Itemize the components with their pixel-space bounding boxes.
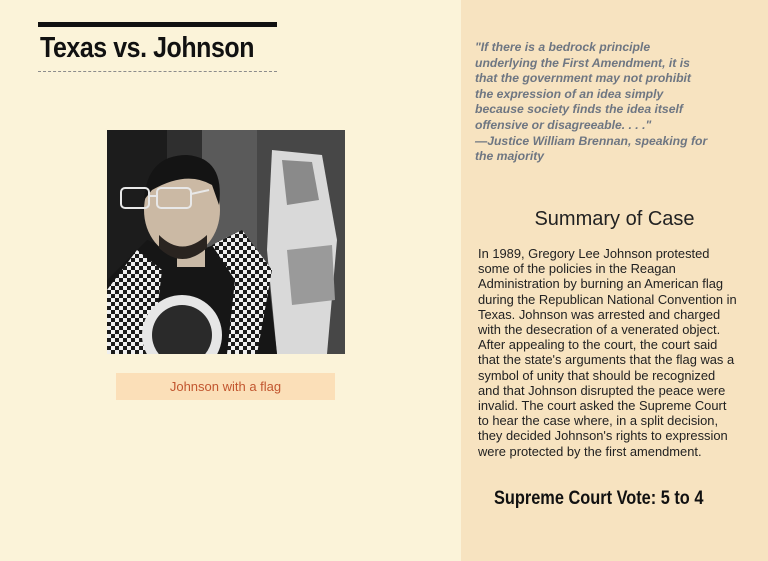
summary-line: invalid. The court asked the Supreme Court [478,398,727,414]
quote-line: because society finds the idea itself [475,102,683,117]
supreme-court-vote: Supreme Court Vote: 5 to 4 [494,488,704,509]
quote-line: offensive or disagreeable. . . ." [475,117,652,132]
summary-line: symbol of unity that should be recognized [478,367,716,383]
summary-line: Administration by burning an American flag [478,276,724,292]
photo-caption-text: Johnson with a flag [169,379,282,394]
quote-line: —Justice William Brennan, speaking for [475,133,708,148]
summary-heading: Summary of Case [534,208,695,230]
quote-line: that the government may not prohibit [475,71,691,86]
quote-line: "If there is a bedrock principle [475,40,651,54]
summary-line: that the state's arguments that the flag was a [478,352,735,368]
summary-line: After appealing to the court, the court said [478,337,718,353]
summary-line: some of the policies in the Reagan [478,261,676,277]
johnson-photo [107,130,345,354]
title-accent-bar [38,22,277,27]
summary-line: and that Johnson disrupted the peace were [478,382,726,398]
summary-line: they decided Johnson's rights to expression [478,428,728,444]
quote-line: the majority [475,149,545,164]
summary-line: to hear the case where, in a split decision, [478,413,719,429]
photo-caption [116,373,335,400]
summary-line: were protected by the first amendment. [478,443,702,459]
quote-line: the expression of an idea simply [475,86,664,101]
quote-line: underlying the First Amendment, it is [475,55,690,70]
title-divider [38,71,277,72]
page-title: Texas vs. Johnson [40,32,255,64]
brennan-quote [475,40,745,165]
summary-line: In 1989, Gregory Lee Johnson protested [478,246,710,261]
summary-body [478,246,760,459]
photo-illustration [107,130,345,354]
summary-line: with the desecration of a venerated object. [478,322,721,338]
summary-line: during the Republican National Convention in [478,291,737,307]
summary-line: Texas. Johnson was arrested and charged [478,306,721,322]
